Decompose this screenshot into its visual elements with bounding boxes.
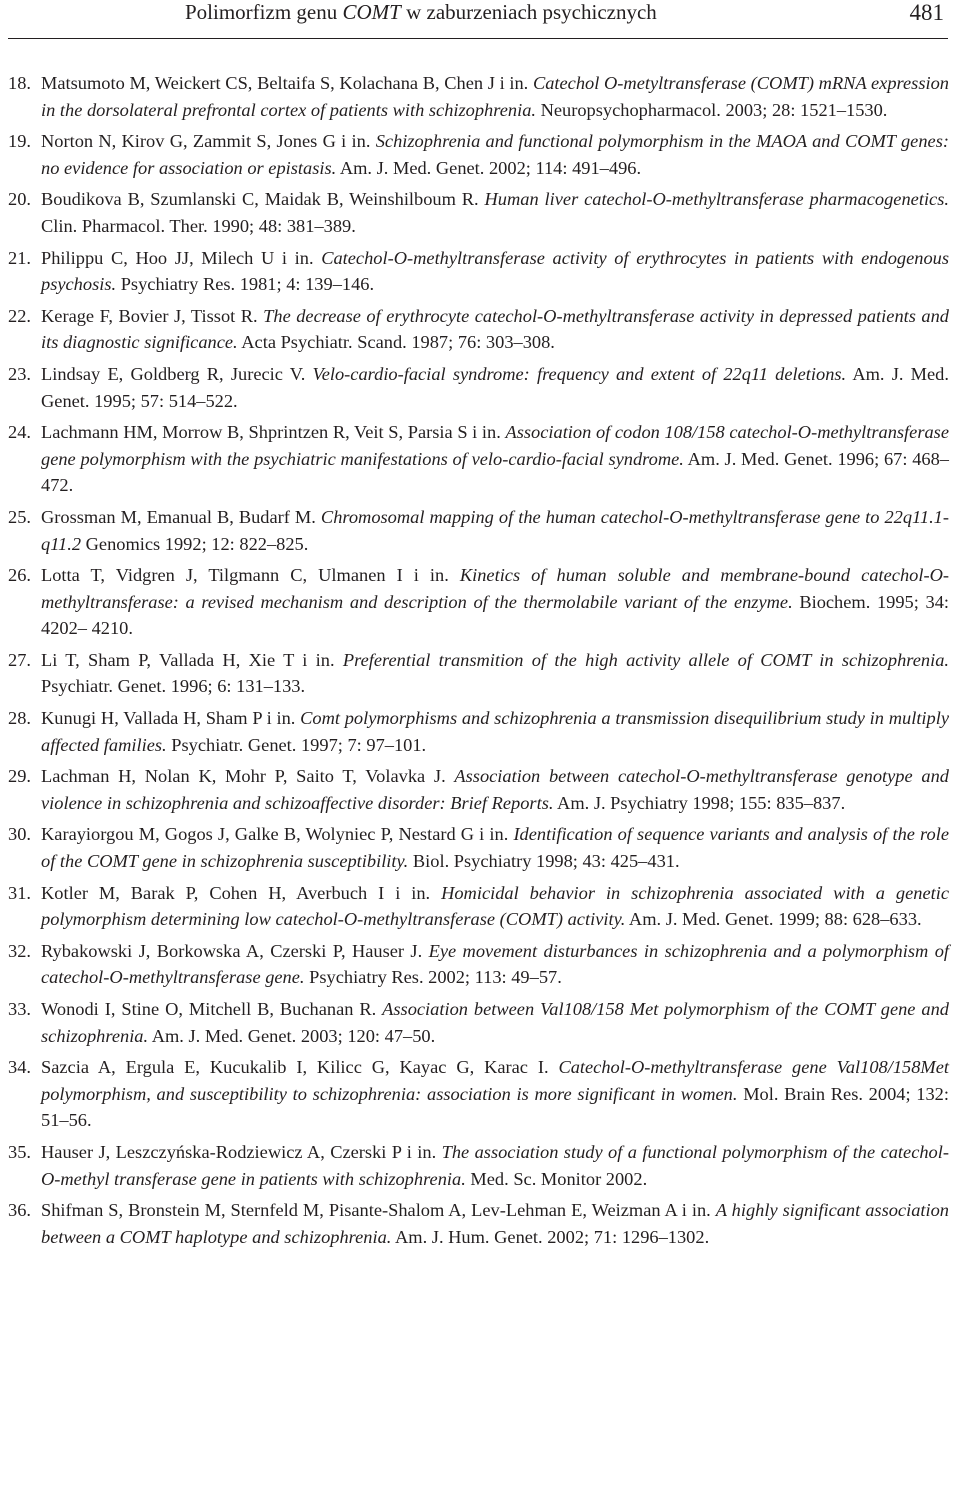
reference-title: Velo-cardio-facial syndrome: frequency and extent of 22q11 deletions. (312, 363, 847, 384)
reference-authors: Rybakowski J, Borkowska A, Czerski P, Hauser J. (41, 940, 423, 961)
reference-item (0, 1139, 949, 1192)
reference-source: Psychiatr. Genet. 1997; 7: 97–101. (171, 734, 427, 755)
reference-source: Am. J. Psychiatry 1998; 155: 835–837. (557, 792, 846, 813)
reference-number: 33. (8, 999, 31, 1019)
reference-title: Homicidal behavior in schizophrenia associated with a genetic polymorphism determining low catechol-O-methyltransferase (COMT) activity. (41, 882, 949, 930)
reference-number: 36. (8, 1200, 31, 1221)
reference-title: Association between Val108/158 Met polymorphism of the COMT gene and schizophrenia. (41, 999, 949, 1046)
reference-authors: Grossman M, Emanual B, Budarf M. (41, 506, 316, 527)
reference-item (0, 245, 949, 298)
reference-item (0, 938, 949, 991)
running-header (8, 0, 948, 39)
reference-source: Genomics 1992; 12: 822–825. (85, 533, 309, 554)
reference-title: A highly significant association between a COMT haplotype and schizophrenia. (41, 1200, 949, 1247)
header-title-pre: Polimorfizm genu (185, 0, 343, 24)
reference-title: Preferential transmition of the high activity allele of COMT in schizophrenia. (342, 649, 950, 670)
reference-item (0, 303, 949, 356)
reference-authors: Philippu C, Hoo JJ, Milech U i in. (41, 247, 314, 268)
reference-title: The decrease of erythrocyte catechol-O-methyltransferase activity in depressed patients and its diagnostic significance. (41, 305, 949, 353)
reference-number: 30. (8, 824, 31, 845)
reference-item (0, 763, 949, 816)
header-title-post: w zaburzeniach psychicznych (400, 0, 657, 24)
reference-authors: Shifman S, Bronstein M, Sternfeld M, Pisante-Shalom A, Lev-Lehman E, Weizman A i in. (41, 1200, 711, 1221)
reference-source: Am. J. Med. Genet. 2003; 120: 47–50. (151, 1025, 436, 1046)
reference-title: Catechol-O-methyltransferase gene Val108/158Met polymorphism, and susceptibility to schizophrenia: association is more significant in women. (41, 1057, 949, 1104)
reference-item (0, 821, 949, 874)
reference-title: Kinetics of human soluble and membrane-bound catechol-O-methyltransferase: a revised mechanism and description of the thermolabile variant of the enzyme. (41, 565, 949, 612)
reference-item (0, 1197, 949, 1250)
running-header-title (185, 0, 657, 25)
reference-item (0, 70, 949, 123)
reference-title: Chromosomal mapping of the human catechol-O-methyltransferase gene to 22q11.1-q11.2 (41, 506, 949, 554)
reference-number: 35. (8, 1141, 31, 1162)
reference-authors: Lachmann HM, Morrow B, Shprintzen R, Veit S, Parsia S i in. (41, 422, 501, 443)
reference-source: Acta Psychiatr. Scand. 1987; 76: 303–308. (241, 332, 555, 353)
reference-title: Catechol O-metyltransferase (COMT) mRNA expression in the dorsolateral prefrontal cortex of patients with schizophrenia. (41, 73, 949, 120)
reference-item (0, 880, 949, 933)
reference-authors: Li T, Sham P, Vallada H, Xie T i in. (41, 649, 335, 670)
reference-number: 31. (8, 882, 31, 903)
reference-source: Mol. Brain Res. 2004; 132: 51–56. (41, 1083, 949, 1131)
reference-number: 19. (8, 131, 31, 152)
reference-title: Association between catechol-O-methyltransferase genotype and violence in schizophrenia and schizoaffective disorder: Brief Reports. (41, 766, 949, 813)
reference-item (0, 705, 949, 758)
reference-title: Human liver catechol-O-methyltransferase pharmacogenetics. (484, 189, 949, 210)
reference-number: 22. (8, 305, 31, 326)
reference-title: Eye movement disturbances in schizophrenia and a polymorphism of catechol-O-methyltransferase gene. (41, 940, 949, 988)
reference-source: Am. J. Med. Genet. 2002; 114: 491–496. (339, 157, 642, 178)
reference-number: 25. (8, 506, 31, 527)
reference-source: Am. J. Hum. Genet. 2002; 71: 1296–1302. (395, 1226, 710, 1247)
reference-source: Am. J. Med. Genet. 1996; 67: 468–472. (41, 448, 949, 496)
reference-source: Clin. Pharmacol. Ther. 1990; 48: 381–389. (41, 215, 356, 236)
reference-authors: Kunugi H, Vallada H, Sham P i in. (41, 708, 296, 729)
reference-title: Schizophrenia and functional polymorphism in the MAOA and COMT genes: no evidence for association or epistasis. (41, 131, 949, 178)
reference-authors: Karayiorgou M, Gogos J, Galke B, Wolyniec P, Nestard G i in. (41, 824, 509, 845)
reference-item (0, 186, 949, 239)
reference-number: 28. (8, 708, 31, 729)
reference-authors: Wonodi I, Stine O, Mitchell B, Buchanan R. (41, 999, 377, 1019)
reference-item (0, 562, 949, 642)
reference-number: 20. (8, 189, 31, 210)
reference-source: Neuropsychopharmacol. 2003; 28: 1521–1530. (540, 99, 888, 120)
reference-authors: Lachman H, Nolan K, Mohr P, Saito T, Volavka J. (41, 766, 446, 787)
reference-source: Med. Sc. Monitor 2002. (470, 1168, 648, 1189)
reference-authors: Kerage F, Bovier J, Tissot R. (41, 305, 258, 326)
reference-number: 23. (8, 363, 31, 384)
reference-title: Comt polymorphisms and schizophrenia a transmission disequilibrium study in multiply affected families. (41, 708, 950, 755)
reference-source: Psychiatry Res. 2002; 113: 49–57. (309, 967, 562, 988)
page-number: 481 (909, 0, 944, 25)
reference-title: Identification of sequence variants and analysis of the role of the COMT gene in schizophrenia susceptibility. (41, 824, 949, 872)
reference-source: Biol. Psychiatry 1998; 43: 425–431. (412, 851, 680, 872)
reference-authors: Hauser J, Leszczyńska-Rodziewicz A, Czerski P i in. (41, 1141, 437, 1162)
reference-authors: Lindsay E, Goldberg R, Jurecic V. (41, 363, 306, 384)
reference-number: 34. (8, 1057, 31, 1078)
reference-item (0, 647, 949, 700)
reference-authors: Norton N, Kirov G, Zammit S, Jones G i in. (41, 131, 371, 152)
reference-authors: Kotler M, Barak P, Cohen H, Averbuch I i in. (41, 882, 431, 903)
reference-number: 32. (8, 940, 31, 961)
reference-item (0, 996, 949, 1049)
reference-authors: Matsumoto M, Weickert CS, Beltaifa S, Kolachana B, Chen J i in. (41, 73, 529, 93)
reference-source: Am. J. Med. Genet. 1999; 88: 628–633. (628, 909, 922, 930)
reference-source: Am. J. Med. Genet. 1995; 57: 514–522. (41, 363, 949, 411)
reference-title: The association study of a functional polymorphism of the catechol-O-methyl transferase gene in patients with schizophrenia. (41, 1141, 949, 1189)
reference-number: 24. (8, 422, 31, 443)
reference-number: 21. (8, 247, 31, 268)
reference-item (0, 419, 949, 499)
reference-number: 18. (8, 73, 31, 93)
reference-item (0, 504, 949, 557)
reference-list (0, 70, 960, 1255)
reference-number: 29. (8, 766, 31, 787)
reference-title: Catechol-O-methyltransferase activity of erythrocytes in patients with endogenous psychosis. (41, 247, 949, 295)
header-title-gene: COMT (342, 0, 401, 24)
reference-authors: Lotta T, Vidgren J, Tilgmann C, Ulmanen I i in. (41, 565, 449, 586)
reference-number: 26. (8, 565, 31, 586)
reference-item (0, 361, 949, 414)
reference-authors: Boudikova B, Szumlanski C, Maidak B, Weinshilboum R. (41, 189, 479, 210)
reference-item (0, 1054, 949, 1134)
reference-source: Biochem. 1995; 34: 4202– 4210. (41, 591, 949, 639)
reference-number: 27. (8, 649, 31, 670)
reference-title: Association of codon 108/158 catechol-O-methyltransferase gene polymorphism with the psychiatric manifestations of velo-cardio-facial syndrome. (41, 422, 949, 469)
reference-item (0, 128, 949, 181)
reference-authors: Sazcia A, Ergula E, Kucukalib I, Kilicc G, Kayac G, Karac I. (41, 1057, 549, 1078)
reference-source: Psychiatr. Genet. 1996; 6: 131–133. (41, 676, 306, 697)
reference-source: Psychiatry Res. 1981; 4: 139–146. (120, 274, 375, 295)
